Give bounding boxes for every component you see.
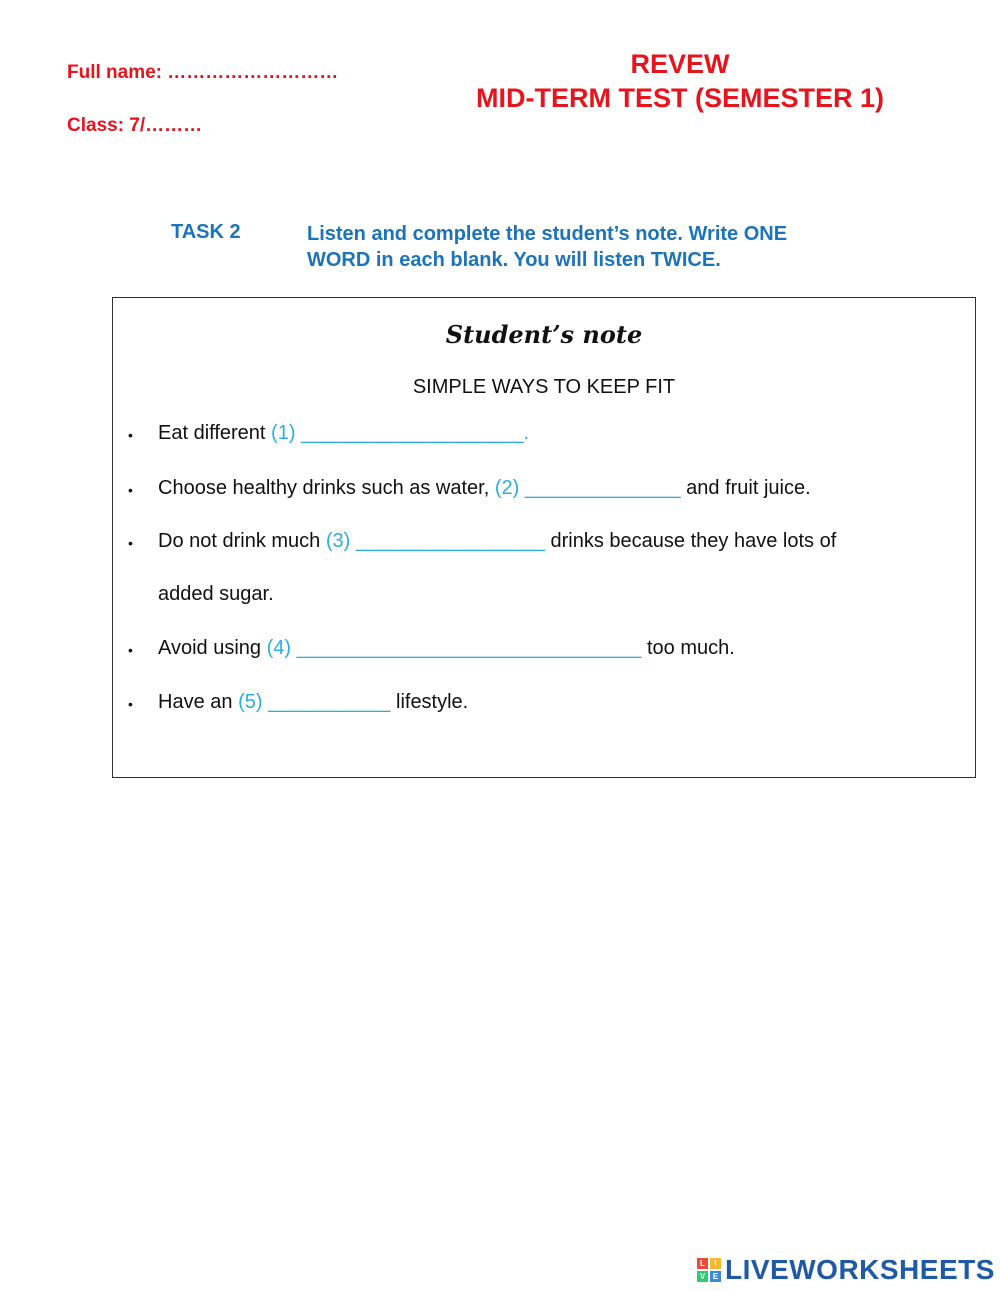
task-instruction-line-1: Listen and complete the student’s note. Write ONE — [307, 223, 788, 245]
bullet-icon: • — [128, 696, 133, 712]
liveworksheets-logo — [697, 1254, 995, 1286]
note-item-4 — [158, 637, 735, 660]
task-instruction-line-2: WORD in each blank. You will listen TWICE. — [307, 249, 721, 271]
class-field: Class: 7/……… — [67, 115, 203, 136]
note-item-2 — [158, 477, 811, 500]
title-line-1: REVEW — [630, 49, 730, 79]
blank-2[interactable]: ______________ — [519, 477, 681, 499]
item-text: Avoid using — [158, 637, 267, 659]
note-item-1 — [158, 422, 529, 445]
logo-cube: E — [710, 1271, 721, 1282]
logo-cube: I — [710, 1258, 721, 1269]
task-label: TASK 2 — [171, 221, 241, 243]
logo-cubes-icon — [697, 1258, 721, 1282]
bullet-icon: • — [128, 642, 133, 658]
bullet-icon: • — [128, 482, 133, 498]
blank-number-5: (5) — [238, 691, 263, 713]
blank-number-2: (2) — [494, 477, 520, 499]
task-instruction — [307, 221, 907, 273]
note-heading: SIMPLE WAYS TO KEEP FIT — [412, 376, 676, 398]
blank-5[interactable]: ___________ — [262, 691, 391, 713]
item-text: Have an — [158, 691, 239, 713]
logo-cube: V — [697, 1271, 708, 1282]
blank-3[interactable]: _________________ — [350, 530, 545, 552]
item-text: lifestyle. — [390, 691, 469, 713]
blank-number-1: (1) — [271, 422, 296, 444]
logo-cube: L — [697, 1258, 708, 1269]
item-text: too much. — [641, 637, 735, 659]
blank-4[interactable]: _______________________________ — [291, 637, 642, 659]
item-text: Eat different — [158, 422, 272, 444]
note-item-3 — [158, 530, 836, 553]
item-text: and fruit juice. — [680, 477, 811, 499]
note-item-5 — [158, 691, 468, 714]
bullet-icon: • — [128, 535, 133, 551]
bullet-icon: • — [128, 427, 133, 443]
item-text: drinks because they have lots of — [544, 530, 837, 552]
blank-number-3: (3) — [325, 530, 351, 552]
blank-number-4: (4) — [266, 637, 292, 659]
student-note-box — [112, 297, 976, 778]
logo-text: LIVEWORKSHEETS — [725, 1254, 995, 1285]
full-name-field: Full name: ……………………… — [67, 62, 339, 83]
note-title: Student’s note — [445, 320, 643, 349]
note-item-3-continuation: added sugar. — [158, 583, 274, 605]
item-text: Choose healthy drinks such as water, — [158, 477, 495, 499]
title-line-2: MID-TERM TEST (SEMESTER 1) — [475, 83, 884, 113]
test-title — [440, 47, 920, 115]
item-text: Do not drink much — [158, 530, 326, 552]
blank-1[interactable]: ____________________. — [295, 422, 530, 444]
